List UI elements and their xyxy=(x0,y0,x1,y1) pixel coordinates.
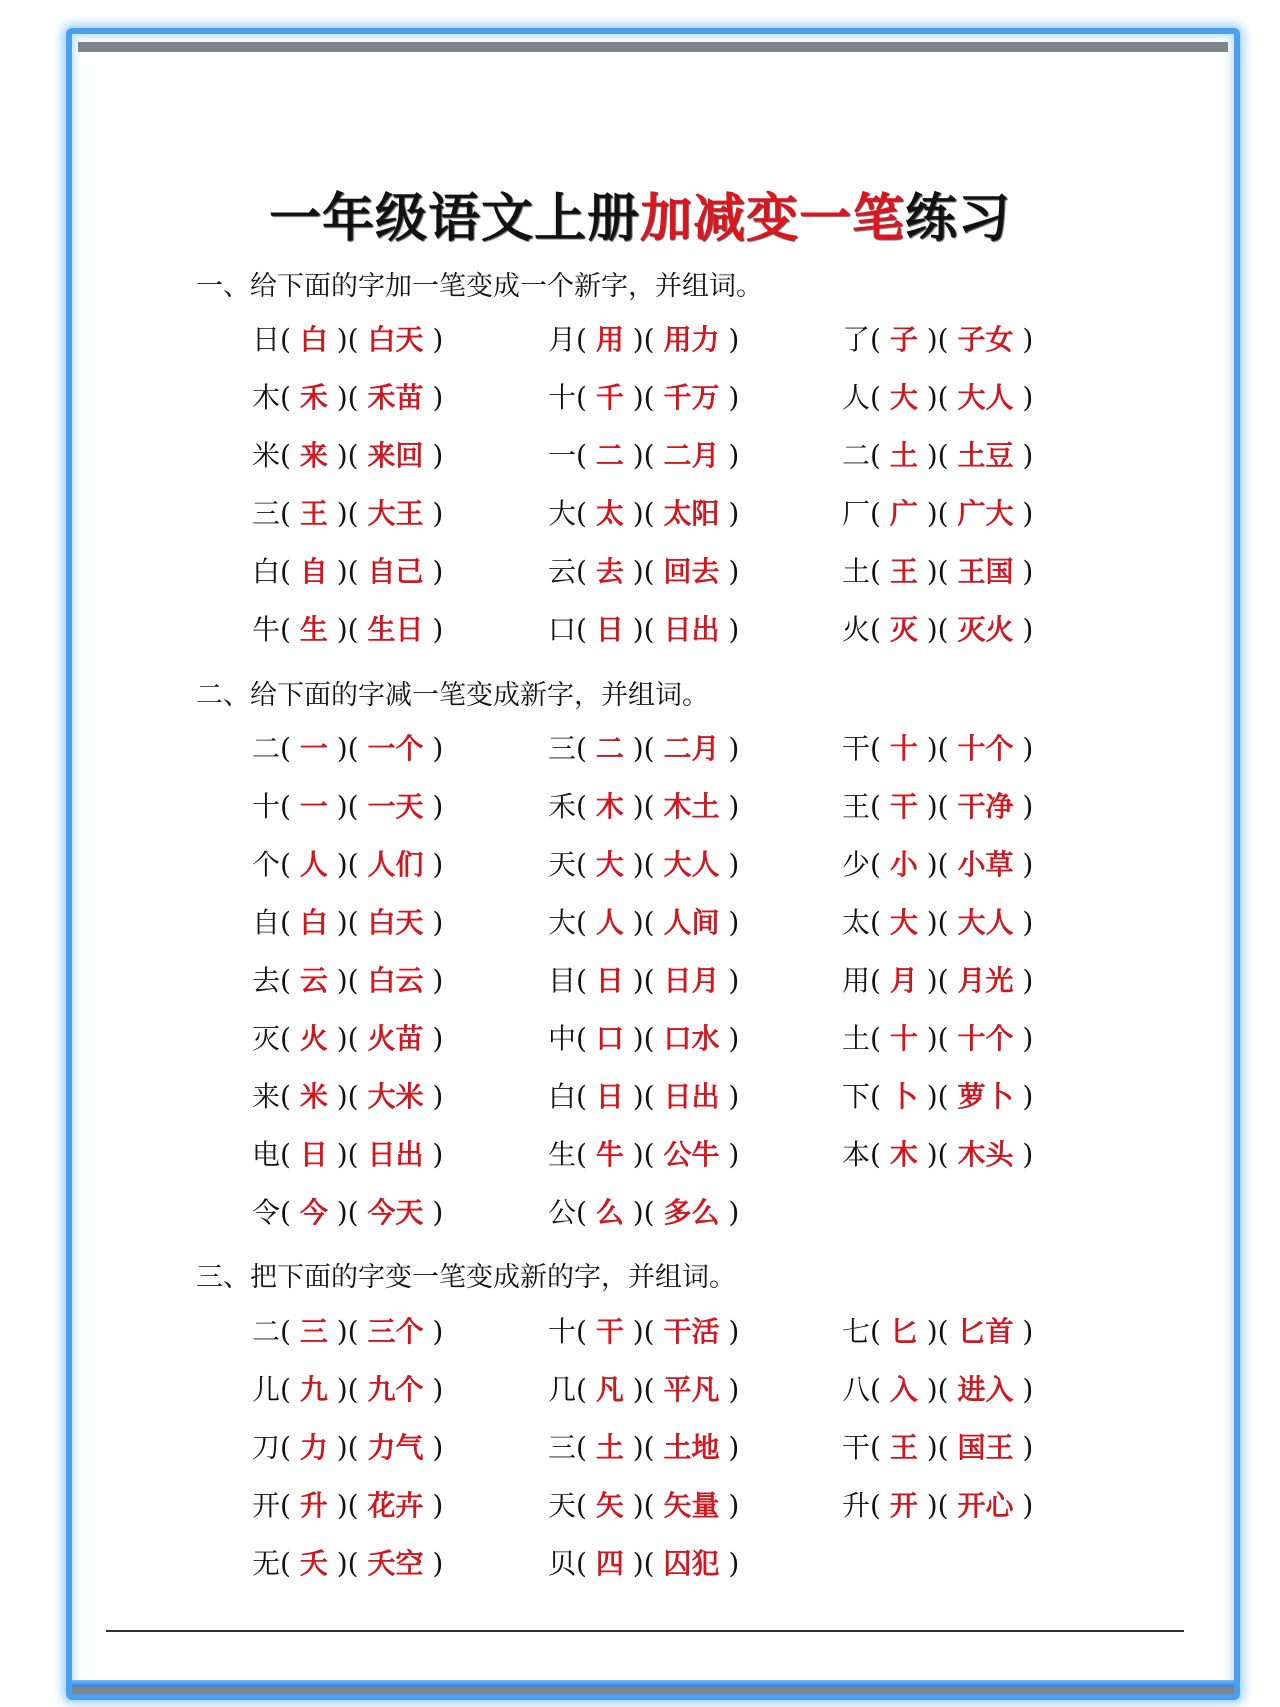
answer-char: 干 xyxy=(889,790,918,823)
answer-word: 人间 xyxy=(663,906,720,939)
exercise-item: 口( 日 )( 日出 ) xyxy=(548,613,740,646)
base-char: 口 xyxy=(548,613,577,646)
answer-word: 灭火 xyxy=(957,613,1014,646)
answer-word: 白云 xyxy=(367,964,424,997)
answer-word: 三个 xyxy=(367,1315,424,1348)
answer-char: 土 xyxy=(889,439,918,472)
section-heading-subtract: 二、给下面的字减一笔变成新字，并组词。 xyxy=(196,680,709,711)
answer-word: 力气 xyxy=(367,1431,424,1464)
base-char: 十 xyxy=(252,790,281,823)
answer-word: 国王 xyxy=(957,1431,1014,1464)
base-char: 日 xyxy=(252,323,281,356)
answer-char: 十 xyxy=(889,732,918,765)
answer-word: 大人 xyxy=(663,848,720,881)
answer-char: 太 xyxy=(595,497,624,530)
answer-char: 日 xyxy=(595,613,624,646)
answer-word: 日出 xyxy=(367,1138,424,1171)
answer-word: 二月 xyxy=(663,439,720,472)
answer-char: 夭 xyxy=(299,1547,328,1580)
base-char: 八 xyxy=(842,1373,871,1406)
answer-char: 凡 xyxy=(595,1373,624,1406)
exercise-item: 儿( 九 )( 九个 ) xyxy=(252,1373,444,1406)
answer-word: 广大 xyxy=(957,497,1014,530)
exercise-item: 几( 凡 )( 平凡 ) xyxy=(548,1373,740,1406)
base-char: 大 xyxy=(548,906,577,939)
exercise-item: 土( 王 )( 王国 ) xyxy=(842,555,1034,588)
answer-word: 口水 xyxy=(663,1022,720,1055)
base-char: 十 xyxy=(548,381,577,414)
exercise-item: 去( 云 )( 白云 ) xyxy=(252,964,444,997)
exercise-item: 贝( 四 )( 囚犯 ) xyxy=(548,1547,740,1580)
exercise-item: 刀( 力 )( 力气 ) xyxy=(252,1431,444,1464)
base-char: 二 xyxy=(252,732,281,765)
answer-char: 千 xyxy=(595,381,624,414)
answer-word: 一天 xyxy=(367,790,424,823)
exercise-item: 来( 米 )( 大米 ) xyxy=(252,1080,444,1113)
base-char: 太 xyxy=(842,906,871,939)
answer-char: 十 xyxy=(889,1022,918,1055)
answer-word: 公牛 xyxy=(663,1138,720,1171)
base-char: 天 xyxy=(548,1489,577,1522)
base-char: 电 xyxy=(252,1138,281,1171)
base-char: 土 xyxy=(842,555,871,588)
base-char: 用 xyxy=(842,964,871,997)
base-char: 开 xyxy=(252,1489,281,1522)
base-char: 中 xyxy=(548,1022,577,1055)
exercise-item: 太( 大 )( 大人 ) xyxy=(842,906,1034,939)
exercise-item: 开( 升 )( 花卉 ) xyxy=(252,1489,444,1522)
bottom-divider xyxy=(106,1630,1184,1632)
answer-char: 大 xyxy=(595,848,624,881)
base-char: 干 xyxy=(842,732,871,765)
exercise-item: 无( 夭 )( 夭空 ) xyxy=(252,1547,444,1580)
exercise-item: 十( 一 )( 一天 ) xyxy=(252,790,444,823)
exercise-item: 人( 大 )( 大人 ) xyxy=(842,381,1034,414)
answer-char: 口 xyxy=(595,1022,624,1055)
base-char: 去 xyxy=(252,964,281,997)
answer-word: 王国 xyxy=(957,555,1014,588)
answer-char: 木 xyxy=(595,790,624,823)
answer-word: 囚犯 xyxy=(663,1547,720,1580)
answer-char: 子 xyxy=(889,323,918,356)
answer-char: 日 xyxy=(299,1138,328,1171)
exercise-item: 生( 牛 )( 公牛 ) xyxy=(548,1138,740,1171)
answer-char: 二 xyxy=(595,732,624,765)
answer-word: 大人 xyxy=(957,906,1014,939)
answer-word: 土地 xyxy=(663,1431,720,1464)
exercise-item: 下( 卜 )( 萝卜 ) xyxy=(842,1080,1034,1113)
base-char: 天 xyxy=(548,848,577,881)
base-char: 三 xyxy=(252,497,281,530)
base-char: 月 xyxy=(548,323,577,356)
answer-word: 今天 xyxy=(367,1196,424,1229)
exercise-item: 公( 么 )( 多么 ) xyxy=(548,1196,740,1229)
base-char: 七 xyxy=(842,1315,871,1348)
answer-word: 月光 xyxy=(957,964,1014,997)
answer-char: 土 xyxy=(595,1431,624,1464)
answer-word: 白天 xyxy=(367,906,424,939)
answer-word: 木头 xyxy=(957,1138,1014,1171)
exercise-item: 八( 入 )( 进入 ) xyxy=(842,1373,1034,1406)
answer-char: 人 xyxy=(595,906,624,939)
base-char: 令 xyxy=(252,1196,281,1229)
base-char: 二 xyxy=(842,439,871,472)
base-char: 白 xyxy=(548,1080,577,1113)
answer-word: 子女 xyxy=(957,323,1014,356)
answer-word: 多么 xyxy=(663,1196,720,1229)
exercise-item: 牛( 生 )( 生日 ) xyxy=(252,613,444,646)
base-char: 贝 xyxy=(548,1547,577,1580)
answer-char: 王 xyxy=(889,555,918,588)
answer-word: 十个 xyxy=(957,732,1014,765)
answer-word: 日出 xyxy=(663,613,720,646)
base-char: 刀 xyxy=(252,1431,281,1464)
answer-word: 火苗 xyxy=(367,1022,424,1055)
answer-word: 一个 xyxy=(367,732,424,765)
answer-word: 大米 xyxy=(367,1080,424,1113)
base-char: 十 xyxy=(548,1315,577,1348)
answer-char: 日 xyxy=(595,964,624,997)
answer-word: 自己 xyxy=(367,555,424,588)
exercise-item: 二( 三 )( 三个 ) xyxy=(252,1315,444,1348)
answer-word: 太阳 xyxy=(663,497,720,530)
exercise-item: 自( 白 )( 白天 ) xyxy=(252,906,444,939)
answer-word: 花卉 xyxy=(367,1489,424,1522)
base-char: 二 xyxy=(252,1315,281,1348)
base-char: 灭 xyxy=(252,1022,281,1055)
answer-char: 火 xyxy=(299,1022,328,1055)
base-char: 少 xyxy=(842,848,871,881)
exercise-item: 少( 小 )( 小草 ) xyxy=(842,848,1034,881)
answer-word: 来回 xyxy=(367,439,424,472)
exercise-item: 白( 自 )( 自己 ) xyxy=(252,555,444,588)
answer-word: 土豆 xyxy=(957,439,1014,472)
section-grid-add xyxy=(252,320,1152,668)
answer-char: 白 xyxy=(299,323,328,356)
base-char: 自 xyxy=(252,906,281,939)
base-char: 个 xyxy=(252,848,281,881)
exercise-item: 王( 干 )( 干净 ) xyxy=(842,790,1034,823)
answer-char: 云 xyxy=(299,964,328,997)
base-char: 白 xyxy=(252,555,281,588)
answer-char: 入 xyxy=(889,1373,918,1406)
exercise-item: 本( 木 )( 木头 ) xyxy=(842,1138,1034,1171)
exercise-item: 火( 灭 )( 灭火 ) xyxy=(842,613,1034,646)
answer-char: 白 xyxy=(299,906,328,939)
answer-word: 进入 xyxy=(957,1373,1014,1406)
base-char: 几 xyxy=(548,1373,577,1406)
exercise-item: 目( 日 )( 日月 ) xyxy=(548,964,740,997)
answer-word: 大王 xyxy=(367,497,424,530)
answer-char: 干 xyxy=(595,1315,624,1348)
answer-char: 月 xyxy=(889,964,918,997)
base-char: 三 xyxy=(548,732,577,765)
exercise-item: 天( 矢 )( 矢量 ) xyxy=(548,1489,740,1522)
base-char: 一 xyxy=(548,439,577,472)
section-grid-change xyxy=(252,1312,1152,1602)
answer-word: 夭空 xyxy=(367,1547,424,1580)
base-char: 来 xyxy=(252,1080,281,1113)
base-char: 干 xyxy=(842,1431,871,1464)
base-char: 木 xyxy=(252,381,281,414)
answer-char: 禾 xyxy=(299,381,328,414)
frame-top-bar xyxy=(78,42,1228,52)
page-title xyxy=(0,176,1280,251)
base-char: 下 xyxy=(842,1080,871,1113)
exercise-item: 电( 日 )( 日出 ) xyxy=(252,1138,444,1171)
answer-word: 匕首 xyxy=(957,1315,1014,1348)
exercise-item: 令( 今 )( 今天 ) xyxy=(252,1196,444,1229)
answer-word: 干净 xyxy=(957,790,1014,823)
answer-char: 来 xyxy=(299,439,328,472)
base-char: 生 xyxy=(548,1138,577,1171)
answer-char: 卜 xyxy=(889,1080,918,1113)
answer-word: 干活 xyxy=(663,1315,720,1348)
answer-word: 大人 xyxy=(957,381,1014,414)
answer-char: 广 xyxy=(889,497,918,530)
answer-char: 王 xyxy=(889,1431,918,1464)
answer-char: 矢 xyxy=(595,1489,624,1522)
answer-char: 么 xyxy=(595,1196,624,1229)
answer-char: 升 xyxy=(299,1489,328,1522)
exercise-item: 月( 用 )( 用力 ) xyxy=(548,323,740,356)
answer-word: 禾苗 xyxy=(367,381,424,414)
base-char: 目 xyxy=(548,964,577,997)
answer-word: 日月 xyxy=(663,964,720,997)
answer-char: 九 xyxy=(299,1373,328,1406)
answer-word: 千万 xyxy=(663,381,720,414)
answer-char: 力 xyxy=(299,1431,328,1464)
answer-word: 九个 xyxy=(367,1373,424,1406)
exercise-item: 干( 王 )( 国王 ) xyxy=(842,1431,1034,1464)
answer-char: 去 xyxy=(595,555,624,588)
exercise-item: 个( 人 )( 人们 ) xyxy=(252,848,444,881)
exercise-item: 大( 人 )( 人间 ) xyxy=(548,906,740,939)
answer-word: 日出 xyxy=(663,1080,720,1113)
exercise-item: 用( 月 )( 月光 ) xyxy=(842,964,1034,997)
answer-char: 开 xyxy=(889,1489,918,1522)
answer-char: 木 xyxy=(889,1138,918,1171)
exercise-item: 干( 十 )( 十个 ) xyxy=(842,732,1034,765)
answer-char: 大 xyxy=(889,381,918,414)
answer-word: 人们 xyxy=(367,848,424,881)
exercise-item: 禾( 木 )( 木土 ) xyxy=(548,790,740,823)
answer-char: 小 xyxy=(889,848,918,881)
base-char: 人 xyxy=(842,381,871,414)
exercise-item: 白( 日 )( 日出 ) xyxy=(548,1080,740,1113)
base-char: 米 xyxy=(252,439,281,472)
answer-char: 灭 xyxy=(889,613,918,646)
base-char: 三 xyxy=(548,1431,577,1464)
title-black: 一年级语文上册 xyxy=(268,189,640,249)
base-char: 公 xyxy=(548,1196,577,1229)
section-heading-change: 三、把下面的字变一笔变成新的字，并组词。 xyxy=(196,1262,736,1293)
answer-char: 二 xyxy=(595,439,624,472)
answer-char: 生 xyxy=(299,613,328,646)
answer-char: 人 xyxy=(299,848,328,881)
answer-word: 矢量 xyxy=(663,1489,720,1522)
base-char: 儿 xyxy=(252,1373,281,1406)
answer-word: 开心 xyxy=(957,1489,1014,1522)
base-char: 土 xyxy=(842,1022,871,1055)
answer-char: 匕 xyxy=(889,1315,918,1348)
exercise-item: 米( 来 )( 来回 ) xyxy=(252,439,444,472)
exercise-item: 中( 口 )( 口水 ) xyxy=(548,1022,740,1055)
answer-char: 牛 xyxy=(595,1138,624,1171)
exercise-item: 十( 干 )( 干活 ) xyxy=(548,1315,740,1348)
answer-word: 木土 xyxy=(663,790,720,823)
exercise-item: 一( 二 )( 二月 ) xyxy=(548,439,740,472)
exercise-item: 大( 太 )( 太阳 ) xyxy=(548,497,740,530)
section-heading-add: 一、给下面的字加一笔变成一个新字，并组词。 xyxy=(196,271,763,302)
base-char: 王 xyxy=(842,790,871,823)
answer-char: 大 xyxy=(889,906,918,939)
exercise-item: 灭( 火 )( 火苗 ) xyxy=(252,1022,444,1055)
answer-word: 十个 xyxy=(957,1022,1014,1055)
exercise-item: 了( 子 )( 子女 ) xyxy=(842,323,1034,356)
exercise-item: 二( 土 )( 土豆 ) xyxy=(842,439,1034,472)
answer-char: 王 xyxy=(299,497,328,530)
exercise-item: 木( 禾 )( 禾苗 ) xyxy=(252,381,444,414)
answer-word: 用力 xyxy=(663,323,720,356)
section-grid-subtract xyxy=(252,729,1152,1251)
exercise-item: 厂( 广 )( 广大 ) xyxy=(842,497,1034,530)
answer-char: 自 xyxy=(299,555,328,588)
exercise-item: 天( 大 )( 大人 ) xyxy=(548,848,740,881)
base-char: 升 xyxy=(842,1489,871,1522)
exercise-item: 三( 土 )( 土地 ) xyxy=(548,1431,740,1464)
exercise-item: 七( 匕 )( 匕首 ) xyxy=(842,1315,1034,1348)
answer-char: 一 xyxy=(299,732,328,765)
base-char: 牛 xyxy=(252,613,281,646)
exercise-item: 三( 王 )( 大王 ) xyxy=(252,497,444,530)
answer-char: 米 xyxy=(299,1080,328,1113)
answer-word: 回去 xyxy=(663,555,720,588)
exercise-item: 云( 去 )( 回去 ) xyxy=(548,555,740,588)
base-char: 大 xyxy=(548,497,577,530)
answer-char: 一 xyxy=(299,790,328,823)
base-char: 了 xyxy=(842,323,871,356)
answer-char: 三 xyxy=(299,1315,328,1348)
base-char: 火 xyxy=(842,613,871,646)
base-char: 厂 xyxy=(842,497,871,530)
answer-word: 生日 xyxy=(367,613,424,646)
exercise-item: 十( 千 )( 千万 ) xyxy=(548,381,740,414)
answer-char: 日 xyxy=(595,1080,624,1113)
base-char: 无 xyxy=(252,1547,281,1580)
exercise-item: 升( 开 )( 开心 ) xyxy=(842,1489,1034,1522)
exercise-item: 三( 二 )( 二月 ) xyxy=(548,732,740,765)
base-char: 云 xyxy=(548,555,577,588)
answer-word: 白天 xyxy=(367,323,424,356)
title-tail: 练习 xyxy=(905,189,1012,249)
title-red: 加减变一笔 xyxy=(639,189,905,249)
base-char: 禾 xyxy=(548,790,577,823)
answer-char: 用 xyxy=(595,323,624,356)
frame-bottom-bar xyxy=(72,1680,1234,1694)
answer-word: 平凡 xyxy=(663,1373,720,1406)
exercise-item: 土( 十 )( 十个 ) xyxy=(842,1022,1034,1055)
answer-char: 今 xyxy=(299,1196,328,1229)
answer-char: 四 xyxy=(595,1547,624,1580)
answer-word: 小草 xyxy=(957,848,1014,881)
base-char: 本 xyxy=(842,1138,871,1171)
exercise-item: 二( 一 )( 一个 ) xyxy=(252,732,444,765)
exercise-item: 日( 白 )( 白天 ) xyxy=(252,323,444,356)
answer-word: 萝卜 xyxy=(957,1080,1014,1113)
answer-word: 二月 xyxy=(663,732,720,765)
